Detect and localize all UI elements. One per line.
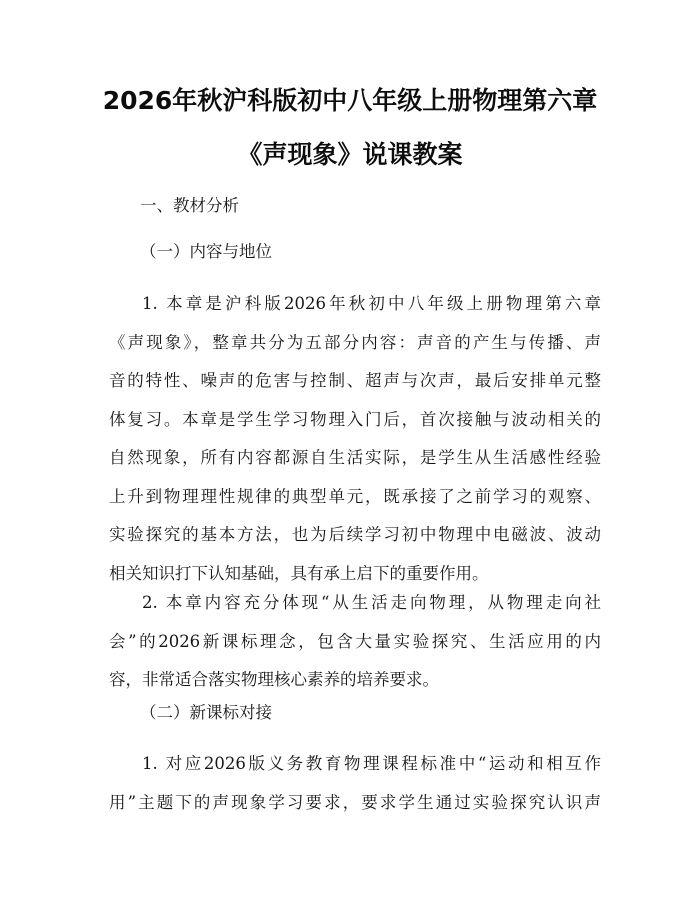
paragraph-content-position-1 [109, 285, 601, 593]
document-title-line-2: 《声现象》说课教案 [237, 140, 463, 169]
text-line: 相关知识打下认知基础，具有承上启下的重要作用。 [109, 563, 489, 583]
subsection-heading-content-and-position: （一）内容与地位 [140, 242, 272, 261]
document-title-line-1: 2026年秋沪科版初中八年级上册物理第六章 [102, 86, 598, 115]
text-line: 自然现象，所有内容都源自生活实际，是学生从生活感性经验 [109, 448, 601, 467]
text-line: 容，非常适合落实物理核心素养的培养要求。 [109, 670, 439, 689]
text-line: 2. 本章内容充分体现“从生活走向物理，从物理走向社 [142, 593, 601, 612]
text-line: 《声现象》，整章共分为五部分内容：声音的产生与传播、声 [109, 332, 601, 352]
paragraph-curriculum-standard-1 [109, 745, 601, 822]
text-line: 上升到物理理性规律的典型单元，既承接了之前学习的观察、 [109, 486, 601, 506]
text-line: 体复习。本章是学生学习物理入门后，首次接触与波动相关的 [109, 409, 601, 429]
section-heading-textbook-analysis: 一、教材分析 [140, 196, 239, 215]
text-line: 会”的2026新课标理念，包含大量实验探究、生活应用的内 [109, 631, 601, 651]
text-line: 1. 本章是沪科版2026年秋初中八年级上册物理第六章 [142, 294, 601, 313]
text-line: 音的特性、噪声的危害与控制、超声与次声，最后安排单元整 [109, 371, 601, 390]
text-line: 1. 对应2026版义务教育物理课程标准中“运动和相互作 [142, 754, 601, 773]
text-line: 用”主题下的声现象学习要求，要求学生通过实验探究认识声 [109, 792, 601, 812]
subsection-heading-curriculum-standard: （二）新课标对接 [140, 703, 272, 722]
paragraph-content-position-2 [109, 584, 601, 700]
text-line: 实验探究的基本方法，也为后续学习初中物理中电磁波、波动 [109, 525, 601, 544]
